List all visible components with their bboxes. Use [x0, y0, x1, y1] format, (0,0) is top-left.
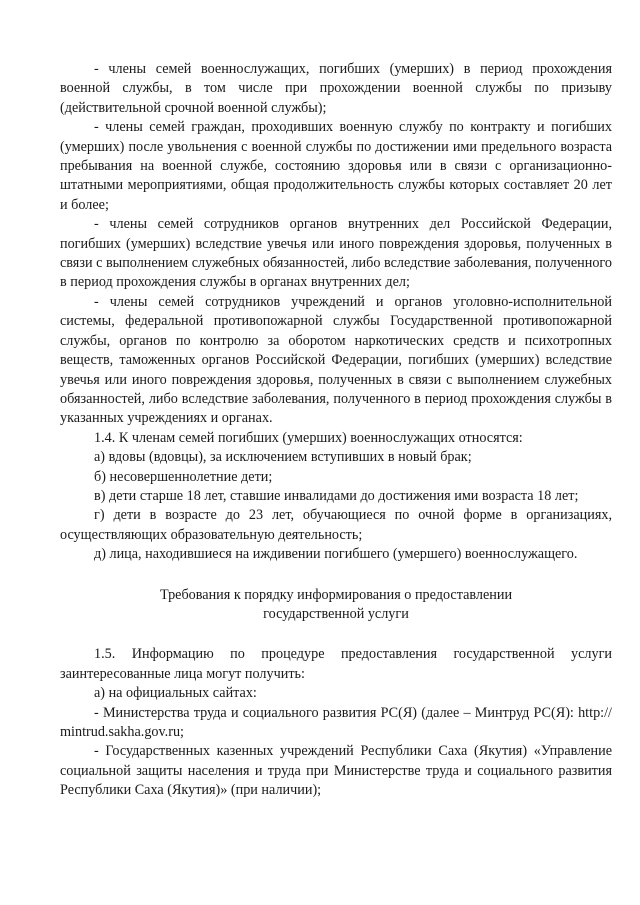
paragraph-penal-system-families: - члены семей сотрудников учреждений и органов уголовно-исполнительной системы, федеральной противопожарной службы Государственной противопожарной службы, органов по контролю за оборотом наркотических средств и психотропных веществ, таможенных органов Российской Федерации, погибших (умерших) вследствие увечья или иного повреждения здоровья, полученных в связи с выполнением служебных обязанностей, либо вследствие заболевания, полученного в период прохождения службы в указанных учреждениях и органах. — [60, 293, 612, 427]
list-item-state-institutions: - Государственных казенных учреждений Республики Саха (Якутия) «Управление социальной защиты населения и труда при Министерстве труда и социального развития Республики Саха (Якутия)» (при наличии); — [60, 743, 612, 799]
list-item-official-sites: а) на официальных сайтах: — [94, 685, 257, 702]
list-item-b: б) несовершеннолетние дети; — [94, 468, 273, 485]
paragraph-contract-service-families: - члены семей граждан, проходивших военную службу по контракту и погибших (умерших) после увольнения с военной службы по достижении ими предельного возраста пребывания на военной службе, состоянию здоровья или в связи с организационно-штатными мероприятиями, общая продолжительность службы которых составляет 20 лет и более; — [60, 119, 612, 213]
section-heading-line-2: государственной услуги — [263, 605, 409, 622]
paragraph-1-5: 1.5. Информацию по процедуре предоставления государственной услуги заинтересованные лица могут получить: — [60, 646, 612, 682]
list-item-ministry-site: - Министерства труда и социального развития РС(Я) (далее – Минтруд РС(Я): http:// mintrud.sakha.gov.ru; — [60, 704, 612, 740]
list-item-d: д) лица, находившиеся на иждивении погибшего (умершего) военнослужащего. — [94, 546, 578, 563]
list-item-v: в) дети старше 18 лет, ставшие инвалидами до достижения ими возраста 18 лет; — [94, 487, 579, 504]
paragraph-military-families: - члены семей военнослужащих, погибших (умерших) в период прохождения военной службы, в том числе при прохождении военной службы по призыву (действительной срочной военной службы); — [60, 61, 612, 116]
section-heading — [60, 586, 612, 625]
paragraph-internal-affairs-families: - члены семей сотрудников органов внутренних дел Российской Федерации, погибших (умерших) вследствие увечья или иного повреждения здоровья, полученных в связи с выполнением служебных обязанностей, либо вследствие заболевания, полученного в период прохождения службы в органах внутренних дел; — [60, 216, 612, 291]
document-body — [60, 60, 612, 801]
list-item-a: а) вдовы (вдовцы), за исключением вступивших в новый брак; — [94, 449, 472, 466]
list-item-g: г) дети в возрасте до 23 лет, обучающиеся по очной форме в организациях, осуществляющих образовательную деятельность; — [60, 507, 612, 543]
section-heading-line-1: Требования к порядку информирования о предоставлении — [159, 586, 513, 603]
paragraph-1-4: 1.4. К членам семей погибших (умерших) военнослужащих относятся: — [94, 429, 523, 446]
